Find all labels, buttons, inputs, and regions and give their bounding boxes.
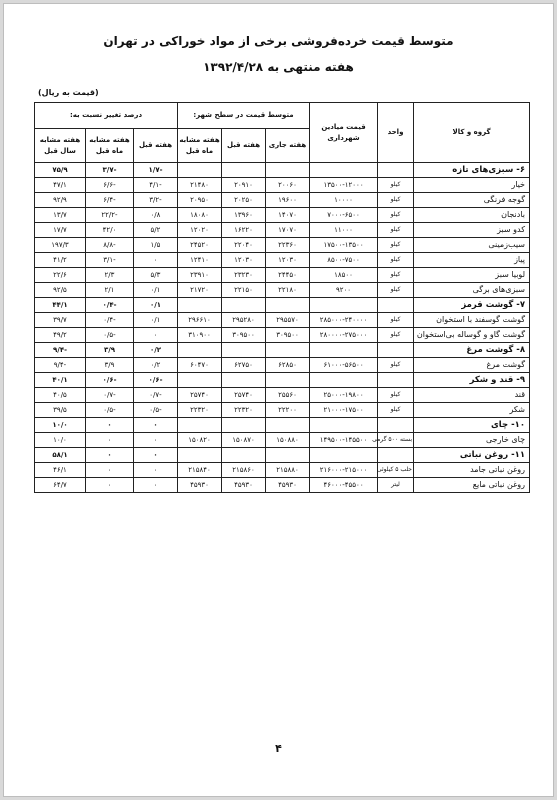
row-unit: کیلو: [378, 178, 414, 193]
row-unit: [378, 343, 414, 358]
row-change-same-year: ۱۰/۰: [35, 418, 86, 433]
row-change-same-month: -۰/۶: [86, 373, 134, 388]
col-chg-month-header: هفته مشابه ماه قبل: [86, 129, 134, 163]
table-row: [35, 268, 530, 283]
row-change-same-year: ۴۰/۵: [35, 388, 86, 403]
row-market-price: ۱۴۹۵۰۰-۱۴۵۵۰۰: [310, 433, 378, 448]
row-item-name: گوشت گوسفند با استخوان: [414, 313, 530, 328]
row-change-same-month: ۲/۳: [86, 268, 134, 283]
row-change-same-month: -۰/۴: [86, 298, 134, 313]
row-change-same-month: ۰: [86, 478, 134, 493]
row-item-name: سیب‌زمینی: [414, 238, 530, 253]
row-market-price: ۸۵۰۰-۷۵۰۰: [310, 253, 378, 268]
row-item-name: کدو سبز: [414, 223, 530, 238]
row-item-name: بادنجان: [414, 208, 530, 223]
row-unit: کیلو: [378, 358, 414, 373]
row-item-name: گوشت گاو و گوساله بی‌استخوان: [414, 328, 530, 343]
page-subtitle: هفته منتهی به ۱۳۹۲/۴/۲۸: [203, 60, 354, 74]
row-same-month: ۱۲۴۱۰: [178, 253, 222, 268]
row-market-price: ۲۸۵۰۰۰-۲۴۰۰۰۰: [310, 313, 378, 328]
row-item-name: لوبیا سبز: [414, 268, 530, 283]
row-same-month: ۱۵۰۸۲۰: [178, 433, 222, 448]
row-prev-week: ۲۳۲۳۰: [222, 268, 266, 283]
row-change-prev-week: ۰/۲: [134, 358, 178, 373]
row-prev-week: ۱۶۲۲۰: [222, 223, 266, 238]
row-same-month: [178, 343, 222, 358]
row-change-same-month: ۲/۱: [86, 283, 134, 298]
row-prev-week: ۴۵۹۳۰: [222, 478, 266, 493]
row-unit: لیتر: [378, 478, 414, 493]
col-chg-year-header: هفته مشابه سال قبل: [35, 129, 86, 163]
row-market-price: ۹۲۰۰: [310, 283, 378, 298]
row-change-same-month: ۰: [86, 463, 134, 478]
row-current-week: ۲۱۵۸۸۰: [266, 463, 310, 478]
row-change-prev-week: ۰: [134, 253, 178, 268]
row-item-name: چای خارجی: [414, 433, 530, 448]
row-current-week: ۲۹۵۵۷۰: [266, 313, 310, 328]
row-unit: کیلو: [378, 313, 414, 328]
row-current-week: ۲۰۰۶۰: [266, 178, 310, 193]
row-change-same-month: ۳/۹: [86, 343, 134, 358]
row-same-month: ۱۲۰۲۰: [178, 223, 222, 238]
row-current-week: ۲۴۴۵۰: [266, 268, 310, 283]
row-change-same-month: ۰: [86, 433, 134, 448]
row-change-same-year: ۲۲/۶: [35, 268, 86, 283]
row-current-week: ۱۴۰۷۰: [266, 208, 310, 223]
row-prev-week: [222, 448, 266, 463]
col-unit-header: واحد: [378, 103, 414, 163]
row-market-price: [310, 343, 378, 358]
row-prev-week: ۲۲۳۲۰: [222, 403, 266, 418]
row-market-price: [310, 418, 378, 433]
category-row: [35, 343, 530, 358]
row-prev-week: [222, 373, 266, 388]
row-current-week: ۱۷۰۷۰: [266, 223, 310, 238]
row-same-month: [178, 298, 222, 313]
row-change-prev-week: -۳/۲: [134, 193, 178, 208]
row-change-same-month: -۶/۴: [86, 193, 134, 208]
row-same-month: ۲۳۹۱۰: [178, 268, 222, 283]
row-change-same-year: ۹۲/۵: [35, 283, 86, 298]
row-same-month: ۳۱۰۹۰۰: [178, 328, 222, 343]
row-change-same-month: -۰/۷: [86, 388, 134, 403]
category-row: [35, 373, 530, 388]
row-market-price: [310, 373, 378, 388]
row-current-week: ۶۲۸۵۰: [266, 358, 310, 373]
col-same-month-header: هفته مشابه ماه قبل: [178, 129, 222, 163]
row-same-month: [178, 448, 222, 463]
row-item-name: گوشت مرغ: [414, 358, 530, 373]
row-change-same-month: ۰: [86, 448, 134, 463]
page-number: ۴: [275, 742, 282, 755]
row-item-name: ۹- قند و شکر: [414, 373, 530, 388]
row-item-name: ۷- گوشت قرمز: [414, 298, 530, 313]
row-item-name: شکر: [414, 403, 530, 418]
row-change-same-year: ۴۹/۲: [35, 328, 86, 343]
row-change-same-year: ۴۴/۱: [35, 298, 86, 313]
row-change-same-month: -۰/۴: [86, 313, 134, 328]
table-body: [35, 163, 530, 493]
row-change-same-year: ۱۳/۷: [35, 208, 86, 223]
row-change-prev-week: ۰: [134, 448, 178, 463]
row-prev-week: ۲۰۲۵۰: [222, 193, 266, 208]
category-row: [35, 448, 530, 463]
col-prev-week-header: هفته قبل: [222, 129, 266, 163]
row-same-month: ۴۵۹۳۰: [178, 478, 222, 493]
row-unit: کیلو: [378, 283, 414, 298]
page-title: متوسط قیمت خرده‌فروشی برخی از مواد خوراکی در تهران: [103, 34, 454, 48]
table-row: [35, 433, 530, 448]
row-same-month: ۱۸۰۸۰: [178, 208, 222, 223]
row-unit: کیلو: [378, 208, 414, 223]
row-prev-week: [222, 418, 266, 433]
row-unit: بسته ۵۰۰ گرمی: [378, 433, 414, 448]
row-change-same-month: -۸/۸: [86, 238, 134, 253]
row-same-month: ۲۱۴۸۰: [178, 178, 222, 193]
row-current-week: ۱۲۰۳۰: [266, 253, 310, 268]
row-change-prev-week: ۰: [134, 418, 178, 433]
row-prev-week: ۳۰۹۵۰۰: [222, 328, 266, 343]
row-item-name: پیاز: [414, 253, 530, 268]
row-current-week: ۲۵۵۶۰: [266, 388, 310, 403]
row-prev-week: ۶۲۷۵۰: [222, 358, 266, 373]
table-row: [35, 193, 530, 208]
row-change-same-month: -۳/۷: [86, 163, 134, 178]
row-prev-week: [222, 298, 266, 313]
row-current-week: ۲۲۲۰۰: [266, 403, 310, 418]
row-unit: [378, 373, 414, 388]
row-prev-week: ۱۲۰۳۰: [222, 253, 266, 268]
row-market-price: ۴۶۰۰۰-۴۵۵۰۰: [310, 478, 378, 493]
row-current-week: [266, 418, 310, 433]
row-prev-week: ۲۵۷۴۰: [222, 388, 266, 403]
row-change-prev-week: ۰: [134, 328, 178, 343]
row-item-name: ۱۱- روغن نباتی: [414, 448, 530, 463]
row-change-prev-week: ۰: [134, 478, 178, 493]
row-change-same-month: -۰/۵: [86, 328, 134, 343]
row-same-month: ۲۹۶۶۱۰: [178, 313, 222, 328]
row-market-price: ۱۷۵۰۰-۱۳۵۰۰: [310, 238, 378, 253]
row-item-name: گوجه فرنگی: [414, 193, 530, 208]
row-change-prev-week: ۰: [134, 433, 178, 448]
row-unit: کیلو: [378, 328, 414, 343]
table-row: [35, 388, 530, 403]
row-current-week: ۳۰۹۵۰۰: [266, 328, 310, 343]
table-row: [35, 313, 530, 328]
row-change-same-year: ۱۰/۰: [35, 433, 86, 448]
row-change-prev-week: -۰/۶: [134, 373, 178, 388]
table-row: [35, 223, 530, 238]
row-current-week: ۲۲۱۸۰: [266, 283, 310, 298]
row-current-week: ۲۲۳۶۰: [266, 238, 310, 253]
row-change-prev-week: ۵/۲: [134, 223, 178, 238]
row-change-same-year: ۴۱/۲: [35, 253, 86, 268]
category-row: [35, 298, 530, 313]
row-change-same-month: ۳/۹: [86, 358, 134, 373]
row-change-same-year: ۴۶/۱: [35, 463, 86, 478]
row-same-month: [178, 418, 222, 433]
row-change-same-month: -۲۲/۲: [86, 208, 134, 223]
row-change-prev-week: ۰/۸: [134, 208, 178, 223]
row-prev-week: ۲۱۵۸۶۰: [222, 463, 266, 478]
row-market-price: ۲۸۰۰۰۰-۲۷۵۰۰۰: [310, 328, 378, 343]
row-unit: کیلو: [378, 223, 414, 238]
row-same-month: ۶۰۴۷۰: [178, 358, 222, 373]
row-item-name: روغن نباتی مایع: [414, 478, 530, 493]
document-page: [4, 4, 553, 796]
row-unit: [378, 163, 414, 178]
row-change-same-year: ۴۷/۱: [35, 178, 86, 193]
row-same-month: ۲۲۳۲۰: [178, 403, 222, 418]
row-market-price: [310, 448, 378, 463]
row-market-price: ۲۱۰۰۰-۱۷۵۰۰: [310, 403, 378, 418]
col-market-header: قیمت میادین شهرداری: [310, 103, 378, 163]
row-change-same-year: ۱۷/۷: [35, 223, 86, 238]
row-same-month: ۲۱۵۸۴۰: [178, 463, 222, 478]
col-avg-group-header: متوسط قیمت در سطح شهر:: [178, 103, 310, 129]
category-row: [35, 163, 530, 178]
row-prev-week: ۲۰۹۱۰: [222, 178, 266, 193]
row-prev-week: ۲۲۱۵۰: [222, 283, 266, 298]
row-change-same-year: -۹/۴: [35, 358, 86, 373]
row-item-name: سبزی‌های برگی: [414, 283, 530, 298]
row-change-same-year: ۷۵/۹: [35, 163, 86, 178]
row-current-week: ۱۵۰۸۸۰: [266, 433, 310, 448]
row-change-prev-week: ۰/۲: [134, 343, 178, 358]
row-change-prev-week: ۰: [134, 463, 178, 478]
row-prev-week: ۲۲۰۴۰: [222, 238, 266, 253]
row-item-name: ۱۰- چای: [414, 418, 530, 433]
row-unit: کیلو: [378, 193, 414, 208]
row-market-price: ۲۵۰۰۰-۱۹۸۰۰: [310, 388, 378, 403]
row-same-month: ۲۱۷۲۰: [178, 283, 222, 298]
row-current-week: [266, 448, 310, 463]
row-item-name: خیار: [414, 178, 530, 193]
row-same-month: ۲۵۷۴۰: [178, 388, 222, 403]
col-chg-prev-week-header: هفته قبل: [134, 129, 178, 163]
table-row: [35, 208, 530, 223]
row-current-week: ۴۵۹۳۰: [266, 478, 310, 493]
table-row: [35, 283, 530, 298]
table-row: [35, 328, 530, 343]
row-change-prev-week: -۴/۱: [134, 178, 178, 193]
row-change-prev-week: ۰/۱: [134, 298, 178, 313]
category-row: [35, 418, 530, 433]
row-unit: کیلو: [378, 268, 414, 283]
col-change-group-header: درصد تغییر نسبت به:: [35, 103, 178, 129]
row-change-prev-week: -۰/۷: [134, 388, 178, 403]
row-change-same-month: -۶/۶: [86, 178, 134, 193]
row-change-prev-week: ۰/۱: [134, 313, 178, 328]
row-change-same-year: ۴۰/۱: [35, 373, 86, 388]
col-current-week-header: هفته جاری: [266, 129, 310, 163]
price-table: [34, 102, 530, 493]
row-same-month: ۲۰۹۵۰: [178, 193, 222, 208]
row-change-prev-week: ۱/۵: [134, 238, 178, 253]
row-unit: [378, 418, 414, 433]
row-prev-week: ۲۹۵۲۸۰: [222, 313, 266, 328]
row-market-price: ۷۰۰۰-۶۵۰۰: [310, 208, 378, 223]
table-row: [35, 238, 530, 253]
row-change-same-year: ۵۸/۱: [35, 448, 86, 463]
table-row: [35, 403, 530, 418]
row-change-prev-week: ۰/۱: [134, 283, 178, 298]
row-unit: کیلو: [378, 388, 414, 403]
row-item-name: ۶- سبزی‌های تازه: [414, 163, 530, 178]
row-item-name: ۸- گوشت مرغ: [414, 343, 530, 358]
row-change-prev-week: ۵/۳: [134, 268, 178, 283]
table-row: [35, 253, 530, 268]
row-unit: کیلو: [378, 238, 414, 253]
row-unit: [378, 448, 414, 463]
table-row: [35, 463, 530, 478]
row-unit: کیلو: [378, 253, 414, 268]
row-item-name: روغن نباتی جامد: [414, 463, 530, 478]
row-unit: [378, 298, 414, 313]
row-change-same-month: -۳/۱: [86, 253, 134, 268]
row-change-same-month: ۴۲/۰: [86, 223, 134, 238]
row-unit: کیلو: [378, 403, 414, 418]
row-current-week: [266, 373, 310, 388]
row-market-price: [310, 298, 378, 313]
row-change-same-year: ۳۹/۵: [35, 403, 86, 418]
row-item-name: قند: [414, 388, 530, 403]
row-market-price: ۱۸۵۰۰: [310, 268, 378, 283]
row-current-week: ۱۹۶۰۰: [266, 193, 310, 208]
col-item-header: گروه و کالا: [414, 103, 530, 163]
row-change-same-month: -۰/۵: [86, 403, 134, 418]
row-prev-week: [222, 343, 266, 358]
row-change-same-year: ۳۹/۷: [35, 313, 86, 328]
row-same-month: [178, 373, 222, 388]
row-change-same-year: -۹/۴: [35, 343, 86, 358]
row-change-same-year: ۶۴/۷: [35, 478, 86, 493]
row-market-price: ۱۰۰۰۰: [310, 193, 378, 208]
row-market-price: ۱۳۵۰۰-۱۲۰۰۰: [310, 178, 378, 193]
row-change-same-year: ۱۹۷/۳: [35, 238, 86, 253]
row-prev-week: ۱۵۰۸۷۰: [222, 433, 266, 448]
row-market-price: ۲۱۶۰۰۰-۲۱۵۰۰۰: [310, 463, 378, 478]
row-market-price: [310, 163, 378, 178]
row-change-same-month: ۰: [86, 418, 134, 433]
table-row: [35, 178, 530, 193]
row-change-same-year: ۹۲/۹: [35, 193, 86, 208]
row-change-prev-week: -۰/۵: [134, 403, 178, 418]
row-same-month: ۲۴۵۲۰: [178, 238, 222, 253]
row-current-week: [266, 298, 310, 313]
row-prev-week: ۱۳۹۶۰: [222, 208, 266, 223]
row-current-week: [266, 343, 310, 358]
row-unit: حلب ۵ کیلوئی: [378, 463, 414, 478]
row-market-price: ۱۱۰۰۰: [310, 223, 378, 238]
row-prev-week: [222, 163, 266, 178]
row-market-price: ۶۱۰۰۰-۵۶۵۰۰: [310, 358, 378, 373]
table-row: [35, 478, 530, 493]
unit-note: (قیمت به ریال): [38, 88, 99, 97]
table-row: [35, 358, 530, 373]
row-current-week: [266, 163, 310, 178]
row-change-prev-week: -۱/۷: [134, 163, 178, 178]
row-same-month: [178, 163, 222, 178]
